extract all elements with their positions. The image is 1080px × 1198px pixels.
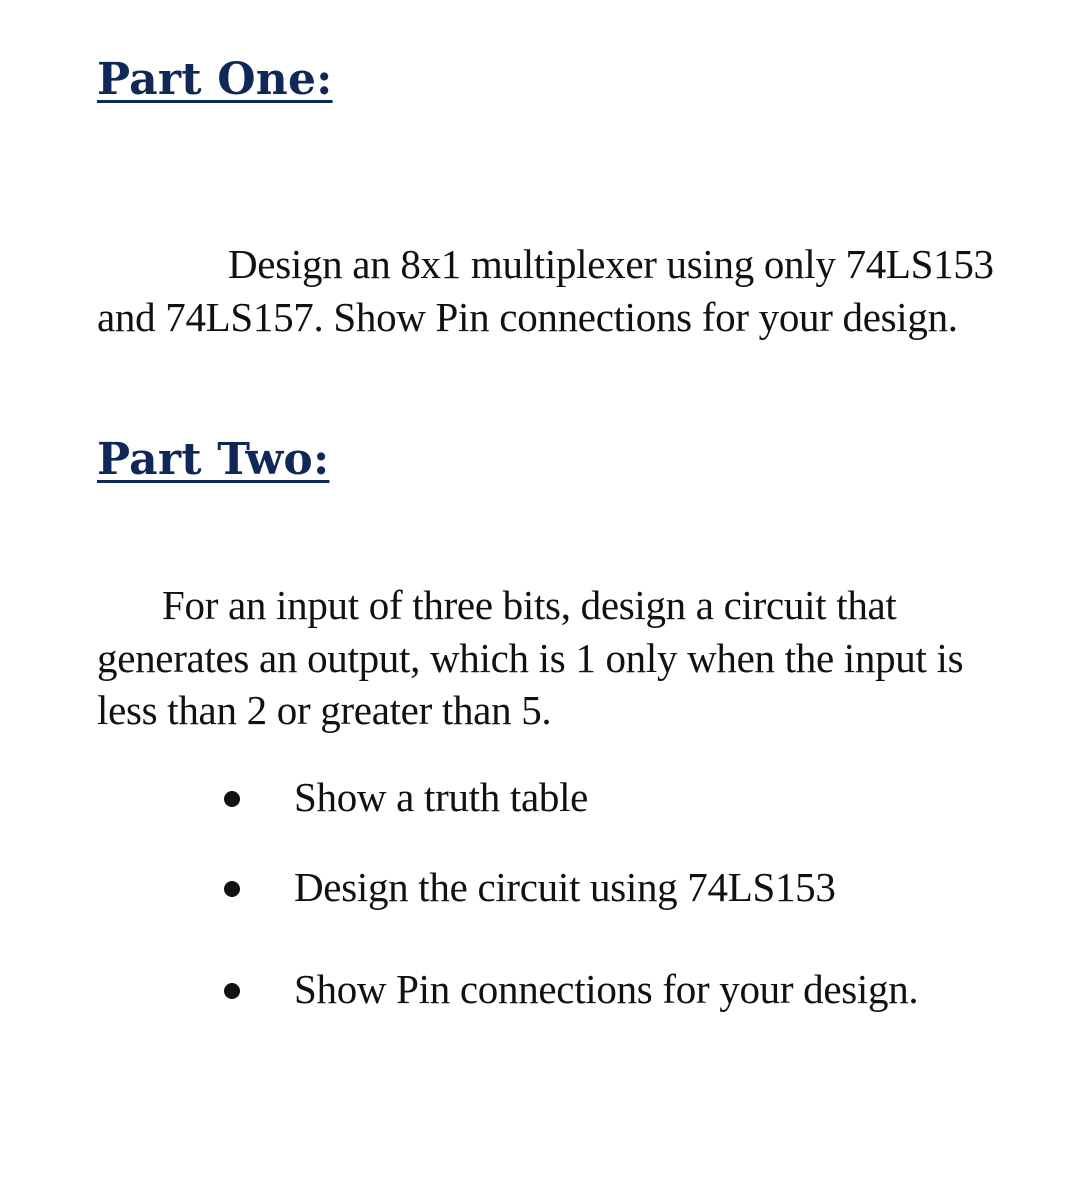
list-item xyxy=(224,864,836,910)
part-one-body: Design an 8x1 multiplexer using only 74LS153 and 74LS157. Show Pin connections for your design. xyxy=(97,241,994,340)
part-two-body: For an input of three bits, design a circuit that generates an output, which is 1 only when the input is less than 2 or greater than 5. xyxy=(97,582,964,733)
part-one-heading: Part One: xyxy=(97,54,333,105)
list-item xyxy=(224,774,589,820)
list-item-text: Show Pin connections for your design. xyxy=(294,966,919,1012)
list-item-text: Design the circuit using 74LS153 xyxy=(294,864,836,910)
bullet-icon xyxy=(224,983,240,999)
bullet-icon xyxy=(224,881,240,897)
list-item xyxy=(224,966,919,1012)
list-item-text: Show a truth table xyxy=(294,774,589,820)
bullet-icon xyxy=(224,791,240,807)
part-two-heading: Part Two: xyxy=(97,434,330,485)
